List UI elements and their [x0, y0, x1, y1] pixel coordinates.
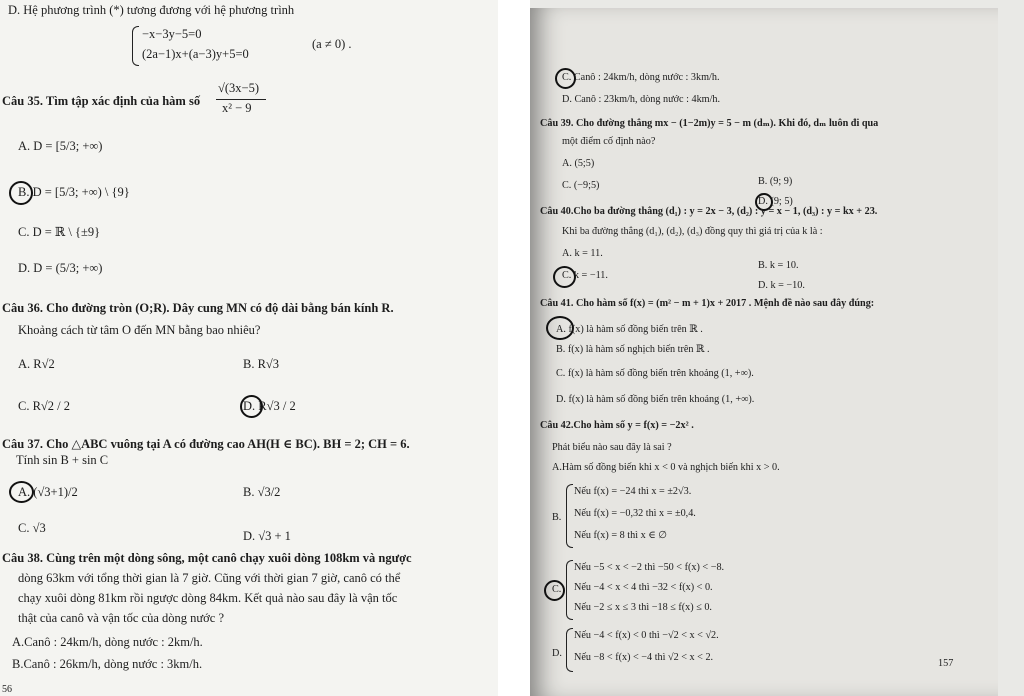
q42-option-b-brace: [566, 484, 573, 548]
question-38-line-1: Câu 38. Cùng trên một dòng sông, một canô chạy xuôi dòng 108km và ngược: [2, 551, 412, 565]
q36-option-a: A. R√2: [18, 357, 55, 371]
question-40-line-1: Câu 40.Cho ba đường thẳng (d₁) : y = 2x − 3, (d₂) : y = x − 1, (d₃) : y = kx + 23.: [540, 206, 878, 217]
system-eq-2: (2a−1)x+(a−3)y+5=0: [142, 47, 249, 61]
q37-option-b: B. √3/2: [243, 485, 281, 499]
q38-option-b: B.Canô : 26km/h, dòng nước : 3km/h.: [12, 657, 203, 671]
q42-option-c-brace: [566, 560, 573, 620]
question-39-line-2: một điểm cố định nào?: [562, 136, 656, 147]
question-42-line-2: Phát biểu nào sau đây là sai ?: [552, 442, 672, 453]
q38-option-a: A.Canô : 24km/h, dòng nước : 2km/h.: [12, 635, 203, 649]
question-36-line-1: Câu 36. Cho đường tròn (O;R). Dây cung MN có độ dài bằng bán kính R.: [2, 301, 394, 315]
q42-option-d-line-1: Nếu −4 < f(x) < 0 thì −√2 < x < √2.: [574, 630, 719, 641]
q42-option-c-line-2: Nếu −4 < x < 4 thì −32 < f(x) < 0.: [574, 582, 713, 593]
q42-option-d-label: D.: [552, 648, 562, 659]
q35-option-b: B. D = [5/3; +∞) \ {9}: [18, 185, 130, 199]
q41-option-a: A. f(x) là hàm số đồng biến trên ℝ .: [556, 324, 703, 335]
q42-option-b-line-3: Nếu f(x) = 8 thì x ∈ ∅: [574, 530, 668, 541]
q35-option-a: A. D = [5/3; +∞): [18, 139, 103, 153]
q36-option-d: D. R√3 / 2: [243, 399, 296, 413]
q42-option-c-line-3: Nếu −2 ≤ x ≤ 3 thì −18 ≤ f(x) ≤ 0.: [574, 602, 712, 613]
left-page-number: 56: [2, 684, 12, 695]
question-40-line-2: Khi ba đường thẳng (d₁), (d₂), (d₃) đồng quy thì giá trị của k là :: [562, 226, 823, 237]
system-condition: (a ≠ 0) .: [312, 37, 352, 51]
q38-option-c: C. Canô : 24km/h, dòng nước : 3km/h.: [562, 72, 720, 83]
q42-option-b-line-1: Nếu f(x) = −24 thì x = ±2√3.: [574, 486, 692, 497]
q42-option-a: A.Hàm số đồng biến khi x < 0 và nghịch biến khi x > 0.: [552, 462, 780, 473]
q35-option-d: D. D = (5/3; +∞): [18, 261, 103, 275]
answer-circle-q36: [240, 395, 263, 418]
q40-option-c: C. k = −11.: [562, 270, 608, 281]
q35-fraction-bar: [216, 99, 266, 100]
question-39-line-1: Câu 39. Cho đường thẳng mx − (1−2m)y = 5 − m (dₘ). Khi đó, dₘ luôn đi qua: [540, 118, 879, 129]
page-gap: [498, 0, 530, 696]
q42-option-b-label: B.: [552, 512, 562, 523]
question-41: Câu 41. Cho hàm số f(x) = (m² − m + 1)x + 2017 . Mệnh đề nào sau đây đúng:: [540, 298, 875, 309]
answer-circle-q40: [553, 266, 576, 288]
q36-option-b: B. R√3: [243, 357, 280, 371]
question-37-line-2: Tính sin B + sin C: [16, 453, 109, 467]
q39-option-c: C. (−9;5): [562, 180, 600, 191]
q40-option-d: D. k = −10.: [758, 280, 805, 291]
q42-option-b-line-2: Nếu f(x) = −0,32 thì x = ±0,4.: [574, 508, 696, 519]
q40-option-b: B. k = 10.: [758, 260, 799, 271]
q39-option-a: A. (5;5): [562, 158, 595, 169]
q41-option-c: C. f(x) là hàm số đồng biến trên khoảng (1, +∞).: [556, 368, 754, 379]
q37-option-a: A. (√3+1)/2: [18, 485, 78, 499]
q35-option-c: C. D = ℝ \ {±9}: [18, 225, 101, 239]
answer-circle-q42: [544, 580, 565, 601]
answer-circle-q35: [9, 181, 33, 205]
q42-option-d-brace: [566, 628, 573, 672]
question-38-line-4: thật của canô và vận tốc của dòng nước ?: [18, 611, 225, 625]
question-37-line-1: Câu 37. Cho △ABC vuông tại A có đường cao AH(H ∈ BC). BH = 2; CH = 6.: [2, 437, 410, 451]
q39-option-d: D. (9; 5): [758, 196, 793, 207]
q36-option-c: C. R√2 / 2: [18, 399, 71, 413]
q41-option-b: B. f(x) là hàm số nghịch biến trên ℝ .: [556, 344, 710, 355]
system-brace: [132, 26, 139, 66]
question-36-line-2: Khoảng cách từ tâm O đến MN bằng bao nhiêu?: [18, 323, 261, 337]
question-35: Câu 35. Tìm tập xác định của hàm số: [2, 94, 201, 108]
q42-option-c-line-1: Nếu −5 < x < −2 thì −50 < f(x) < −8.: [574, 562, 725, 573]
question-42-line-1: Câu 42.Cho hàm số y = f(x) = −2x² .: [540, 420, 694, 431]
q35-denominator: x² − 9: [222, 101, 252, 115]
q39-option-b: B. (9; 9): [758, 176, 793, 187]
q41-option-d: D. f(x) là hàm số đồng biến trên khoảng (1, +∞).: [556, 394, 755, 405]
q37-option-d: D. √3 + 1: [243, 529, 291, 543]
question-38-line-3: chạy xuôi dòng 81km rồi ngược dòng 84km. Kết quả nào sau đây là vận tốc: [18, 591, 398, 605]
q35-numerator: √(3x−5): [218, 81, 259, 95]
option-d-previous: D. Hệ phương trình (*) tương đương với hệ phương trình: [8, 3, 295, 17]
q42-option-d-line-2: Nếu −8 < f(x) < −4 thì √2 < x < 2.: [574, 652, 714, 663]
right-page-number: 157: [938, 658, 954, 669]
answer-circle-q41: [546, 316, 574, 340]
q37-option-c: C. √3: [18, 521, 46, 535]
system-eq-1: −x−3y−5=0: [142, 27, 202, 41]
question-38-line-2: dòng 63km với tổng thời gian là 7 giờ. Cũng với thời gian 7 giờ, canô có thể: [18, 571, 401, 585]
q40-option-a: A. k = 11.: [562, 248, 603, 259]
q42-option-c-label: C.: [552, 584, 562, 595]
q38-option-d: D. Canô : 23km/h, dòng nước : 4km/h.: [562, 94, 721, 105]
answer-circle-q37: [9, 481, 34, 503]
answer-circle-q38: [555, 68, 576, 89]
